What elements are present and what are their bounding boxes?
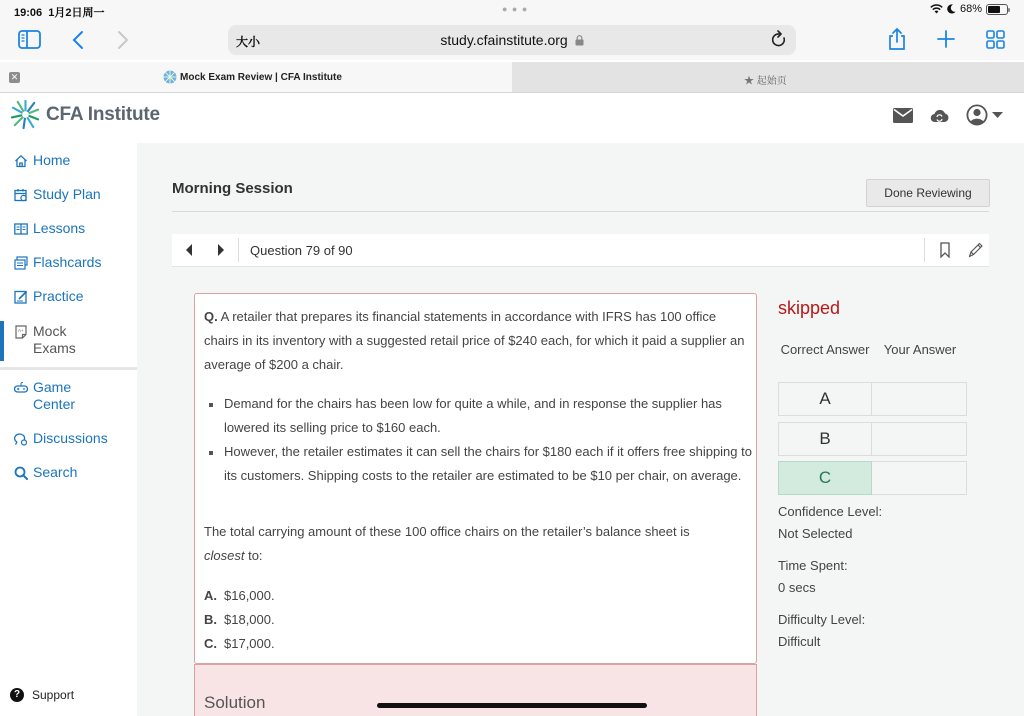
tab-overview-icon[interactable]	[986, 30, 1005, 49]
answer-status: skipped	[778, 298, 841, 318]
cfa-logo-icon	[10, 99, 41, 130]
battery-icon	[986, 4, 1008, 15]
question-bullet: However, the retailer estimates it can sell the chairs for $180 each if it offers free shipping to its customers. Shipping costs to the retailer are estimated to be $10 per chair, on average.	[204, 440, 752, 488]
sidebar-item-game-center[interactable]	[0, 379, 137, 413]
prompt-emphasis: closest	[204, 548, 245, 563]
brand-name: CFA Institute	[46, 103, 160, 125]
calendar-icon	[14, 188, 28, 202]
correct-answer-cell: A	[778, 382, 872, 416]
sidebar-nav	[0, 143, 137, 716]
reload-icon[interactable]	[770, 30, 788, 50]
mock-exam-icon	[14, 325, 28, 339]
tab-bar	[0, 62, 1024, 93]
status-time	[14, 4, 105, 20]
back-icon[interactable]	[72, 30, 84, 50]
new-tab-icon[interactable]	[937, 30, 955, 48]
bookmark-icon[interactable]	[939, 242, 951, 258]
answer-row-b	[778, 422, 967, 456]
search-icon	[14, 466, 28, 480]
tab-title-text: 起始页	[756, 76, 787, 87]
confidence-value: Not Selected	[778, 526, 853, 541]
sidebar-item-label: Practice	[33, 288, 84, 304]
site-header	[0, 93, 1024, 143]
text-size-button[interactable]: 大小	[236, 35, 261, 49]
question-stem	[204, 305, 752, 377]
practice-icon	[14, 290, 28, 304]
done-reviewing-button[interactable]: Done Reviewing	[866, 179, 990, 207]
share-icon[interactable]	[887, 27, 907, 51]
sidebar-item-label: Flashcards	[33, 254, 102, 270]
date: 1月2日周一	[48, 7, 105, 19]
close-tab-icon[interactable]: ✕	[10, 72, 19, 82]
user-avatar-icon[interactable]	[966, 104, 988, 126]
prompt-text: The total carrying amount of these 100 office chairs on the retailer’s balance sheet is	[204, 524, 690, 539]
cloud-sync-icon[interactable]	[930, 107, 949, 123]
sidebar-item-discussions[interactable]	[0, 430, 137, 447]
solution-panel	[194, 664, 757, 716]
help-icon: ?	[10, 688, 24, 702]
sidebar-item-mock-exams[interactable]	[0, 321, 137, 361]
option-letter: A.	[204, 588, 217, 603]
status-right	[930, 3, 1008, 15]
option-text: $17,000.	[224, 636, 275, 651]
support-link[interactable]	[10, 688, 74, 702]
sidebar-item-study-plan[interactable]	[0, 186, 137, 203]
sidebar-item-home[interactable]	[0, 152, 137, 169]
discussions-icon	[14, 432, 28, 446]
cfa-logo[interactable]	[10, 99, 160, 130]
previous-question-icon[interactable]	[186, 244, 192, 256]
answer-options	[204, 584, 275, 656]
mail-icon[interactable]	[893, 108, 913, 123]
confidence-level	[778, 501, 882, 545]
question-stem-text: A retailer that prepares its financial statements in accordance with IFRS has 100 office chairs in its inventory with a suggested retail price of $240 each, for which it paid a supplier an average of $200 a chair.	[204, 309, 745, 372]
support-label: Support	[32, 688, 75, 702]
tab-mock-exam-review[interactable]	[0, 62, 512, 92]
home-indicator[interactable]	[377, 703, 647, 708]
solution-heading: Solution	[204, 693, 266, 712]
question-prefix: Q.	[204, 309, 218, 324]
sidebar-item-label: Discussions	[33, 430, 108, 446]
sidebar-item-lessons[interactable]	[0, 220, 137, 237]
tab-title: Mock Exam Review | CFA Institute	[180, 72, 342, 83]
question-bullets	[204, 392, 752, 488]
question-card	[194, 293, 757, 664]
next-question-icon[interactable]	[218, 244, 224, 256]
your-answer-cell	[872, 461, 967, 495]
browser-toolbar	[0, 22, 1024, 60]
main-content	[137, 143, 1024, 716]
option-text: $16,000.	[224, 588, 275, 603]
home-icon	[14, 154, 28, 168]
user-menu-chevron-icon[interactable]	[992, 112, 1003, 119]
tab-start-page[interactable]	[512, 62, 1024, 92]
confidence-label: Confidence Level:	[778, 504, 883, 519]
time-label: Time Spent:	[778, 558, 848, 573]
sidebar-item-label: Study Plan	[33, 186, 101, 202]
prompt-end: to:	[244, 548, 263, 563]
correct-answer-cell: B	[778, 422, 872, 456]
option-b	[204, 608, 275, 632]
book-icon	[14, 222, 28, 236]
question-navigation-bar	[172, 234, 989, 267]
correct-answer-header: Correct Answer	[780, 342, 870, 357]
title-divider	[172, 211, 989, 212]
address-bar[interactable]	[228, 25, 796, 55]
your-answer-cell	[872, 382, 967, 416]
question-prompt	[204, 520, 752, 568]
sidebar-item-flashcards[interactable]	[0, 254, 137, 271]
forward-icon[interactable]	[117, 30, 129, 50]
sidebar-item-label: Search	[33, 464, 78, 480]
nav-separator	[238, 238, 239, 262]
question-bullet: Demand for the chairs has been low for quite a while, and in response the supplier has lowered its selling price to $160 each.	[204, 392, 752, 440]
tab-title-start	[744, 72, 787, 87]
answer-row-c	[778, 461, 967, 495]
answer-row-a	[778, 382, 967, 416]
battery-percent: 68%	[959, 3, 982, 15]
option-letter: B.	[204, 612, 217, 627]
gamepad-icon	[14, 381, 28, 395]
question-counter: Question 79 of 90	[250, 243, 353, 258]
star-icon: ★	[744, 76, 754, 87]
option-text: $18,000.	[224, 612, 275, 627]
sidebar-item-label: Game Center	[33, 379, 76, 412]
your-answer-cell	[872, 422, 967, 456]
multitask-dots-icon[interactable]: ● ● ●	[502, 4, 529, 14]
sidebar-item-label: Lessons	[33, 220, 86, 236]
sidebar-item-label: Home	[33, 152, 71, 168]
difficulty-label: Difficulty Level:	[778, 612, 866, 627]
page-title: Morning Session	[172, 180, 293, 197]
sidebar-toggle-icon[interactable]	[18, 30, 41, 49]
nav-separator	[924, 238, 925, 262]
your-answer-header: Your Answer	[883, 342, 957, 357]
sidebar-item-search[interactable]	[0, 464, 137, 481]
difficulty-level	[778, 609, 865, 653]
sidebar-item-practice[interactable]	[0, 288, 137, 305]
option-a	[204, 584, 275, 608]
difficulty-value: Difficult	[778, 634, 821, 649]
moon-icon	[947, 4, 956, 14]
sidebar-item-label: Mock Exams	[33, 323, 76, 356]
flashcards-icon	[14, 256, 28, 270]
sidebar-divider	[0, 367, 137, 370]
url-display[interactable]	[228, 32, 796, 48]
favicon-icon	[163, 70, 177, 84]
clock: 19:06	[14, 7, 43, 19]
battery-fill	[988, 6, 1000, 13]
wifi-icon	[930, 4, 943, 14]
time-value: 0 secs	[778, 580, 816, 595]
ios-status-bar	[0, 0, 1024, 22]
option-c	[204, 632, 275, 656]
svg-text:A+: A+	[18, 328, 24, 333]
url-text: study.cfainstitute.org	[440, 32, 568, 48]
option-letter: C.	[204, 636, 217, 651]
pencil-icon[interactable]	[968, 241, 984, 258]
time-spent	[778, 555, 848, 599]
correct-answer-cell-highlighted: C	[778, 461, 872, 495]
lock-icon	[575, 35, 584, 46]
